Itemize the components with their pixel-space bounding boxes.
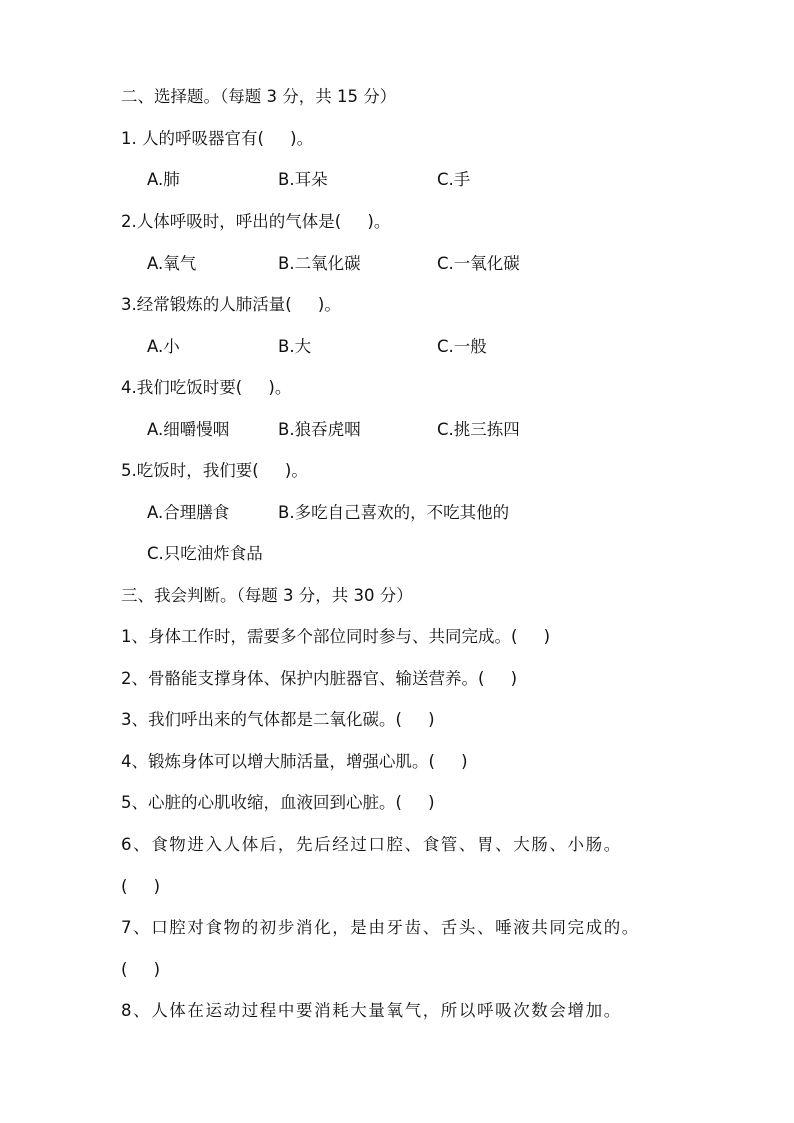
question-2-stem: 2.人体呼吸时，呼出的气体是( )。 (121, 212, 391, 231)
question-5-stem: 5.吃饭时，我们要( )。 (121, 461, 308, 480)
question-4-option-a: A.细嚼慢咽 (147, 420, 230, 439)
judge-item-3: 3、我们呼出来的气体都是二氧化碳。( ) (121, 710, 435, 729)
section-2-heading: 二、选择题。（每题 3 分，共 15 分） (121, 87, 397, 106)
judge-item-8: 8、人体在运动过程中要消耗大量氧气，所以呼吸次数会增加。 (121, 1001, 622, 1020)
question-2-option-c: C.一氧化碳 (437, 254, 520, 273)
judge-item-5: 5、心脏的心肌收缩，血液回到心脏。( ) (121, 793, 435, 812)
judge-item-7: 7、口腔对食物的初步消化，是由牙齿、舌头、唾液共同完成的。 (121, 918, 640, 937)
question-5-option-b: B.多吃自己喜欢的，不吃其他的 (278, 503, 510, 522)
judge-item-2: 2、骨骼能支撑身体、保护内脏器官、输送营养。( ) (121, 669, 518, 688)
judge-item-4: 4、锻炼身体可以增大肺活量，增强心肌。( ) (121, 752, 468, 771)
question-3-stem: 3.经常锻炼的人肺活量( )。 (121, 295, 341, 314)
question-1-stem: 1. 人的呼吸器官有( )。 (121, 129, 314, 148)
question-4-stem: 4.我们吃饭时要( )。 (121, 378, 292, 397)
question-4-option-b: B.狼吞虎咽 (278, 420, 361, 439)
question-1-option-c: C.手 (437, 170, 471, 189)
section-3-heading: 三、我会判断。（每题 3 分，共 30 分） (121, 586, 413, 605)
question-2-option-b: B.二氧化碳 (278, 254, 361, 273)
question-4-option-c: C.挑三拣四 (437, 420, 520, 439)
judge-item-1: 1、身体工作时，需要多个部位同时参与、共同完成。( ) (121, 627, 551, 646)
question-1-option-a: A.肺 (147, 170, 180, 189)
question-2-option-a: A.氧气 (147, 254, 197, 273)
judge-item-6: 6、食物进入人体后，先后经过口腔、食管、胃、大肠、小肠。 (121, 835, 622, 854)
question-3-option-b: B.大 (278, 337, 312, 356)
question-1-option-b: B.耳朵 (278, 170, 328, 189)
judge-item-7-blank: ( ) (121, 960, 161, 979)
question-3-option-a: A.小 (147, 337, 180, 356)
question-5-option-a: A.合理膳食 (147, 503, 230, 522)
question-5-option-c: C.只吃油炸食品 (147, 544, 263, 563)
judge-item-6-blank: ( ) (121, 877, 161, 896)
question-3-option-c: C.一般 (437, 337, 487, 356)
